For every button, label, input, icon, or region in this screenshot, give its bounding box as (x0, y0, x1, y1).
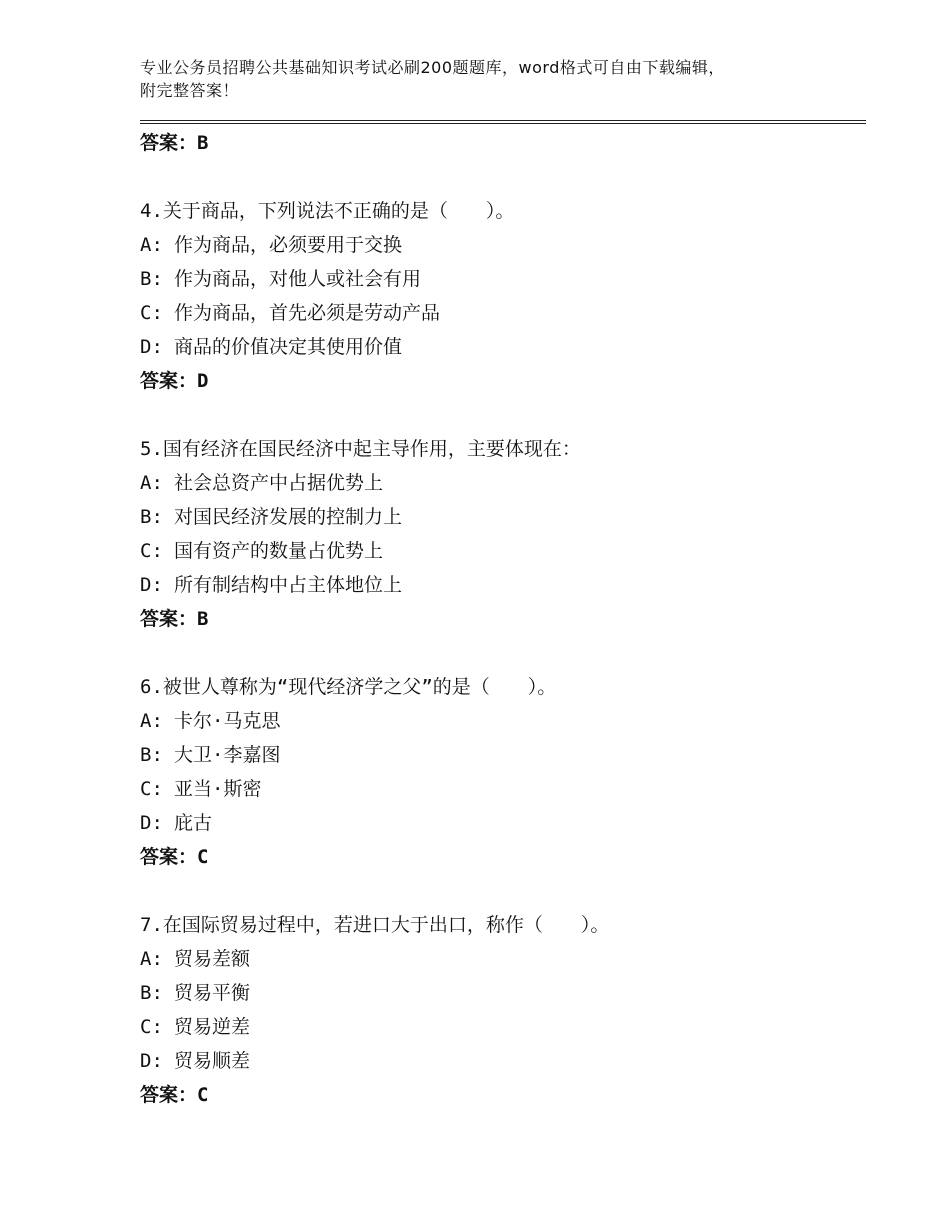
question-list (140, 126, 866, 1112)
option-a (140, 466, 866, 500)
question-stem: 7.在国际贸易过程中，若进口大于出口，称作（ ）。 (140, 914, 610, 936)
option-d (140, 330, 866, 364)
option-letter: B: (140, 982, 163, 1004)
option-letter: C: (140, 302, 163, 324)
question-5 (140, 432, 866, 636)
question-4 (140, 194, 866, 398)
page-header (140, 56, 840, 102)
option-c (140, 1010, 866, 1044)
option-text: 作为商品，对他人或社会有用 (174, 268, 422, 290)
option-c (140, 296, 866, 330)
question-stem: 4.关于商品，下列说法不正确的是（ ）。 (140, 200, 515, 222)
option-text: 贸易逆差 (174, 1016, 251, 1038)
option-letter: C: (140, 540, 163, 562)
option-letter: B: (140, 744, 163, 766)
option-text: 卡尔·马克思 (174, 710, 281, 732)
option-text: 作为商品，必须要用于交换 (174, 234, 403, 256)
option-text: 大卫·李嘉图 (174, 744, 281, 766)
option-letter: B: (140, 506, 163, 528)
option-letter: C: (140, 1016, 163, 1038)
question-7 (140, 908, 866, 1112)
option-text: 所有制结构中占主体地位上 (174, 574, 403, 596)
option-c (140, 772, 866, 806)
option-text: 贸易差额 (174, 948, 251, 970)
option-letter: A: (140, 234, 163, 256)
option-letter: B: (140, 268, 163, 290)
question-stem: 5.国有经济在国民经济中起主导作用，主要体现在： (140, 438, 581, 460)
previous-answer: 答案：B (140, 132, 209, 154)
option-text: 贸易顺差 (174, 1050, 251, 1072)
option-b (140, 262, 866, 296)
option-letter: D: (140, 812, 163, 834)
option-letter: D: (140, 336, 163, 358)
answer-line: 答案：C (140, 1084, 209, 1106)
answer-line: 答案：D (140, 370, 209, 392)
option-letter: A: (140, 472, 163, 494)
header-divider (140, 120, 866, 124)
option-text: 国有资产的数量占优势上 (174, 540, 384, 562)
option-text: 社会总资产中占据优势上 (174, 472, 384, 494)
option-a (140, 704, 866, 738)
option-text: 对国民经济发展的控制力上 (174, 506, 403, 528)
option-a (140, 942, 866, 976)
option-letter: D: (140, 1050, 163, 1072)
question-stem: 6.被世人尊称为“现代经济学之父”的是（ ）。 (140, 676, 557, 698)
option-d (140, 568, 866, 602)
option-b (140, 738, 866, 772)
option-d (140, 806, 866, 840)
question-6 (140, 670, 866, 874)
header-line-2: 附完整答案！ (140, 81, 240, 100)
option-b (140, 976, 866, 1010)
header-line-1: 专业公务员招聘公共基础知识考试必刷200题题库，word格式可自由下载编辑， (140, 58, 725, 77)
answer-line: 答案：C (140, 846, 209, 868)
option-text: 作为商品，首先必须是劳动产品 (174, 302, 441, 324)
option-text: 贸易平衡 (174, 982, 251, 1004)
option-c (140, 534, 866, 568)
answer-line: 答案：B (140, 608, 209, 630)
option-b (140, 500, 866, 534)
option-d (140, 1044, 866, 1078)
option-a (140, 228, 866, 262)
option-text: 亚当·斯密 (174, 778, 262, 800)
option-letter: A: (140, 948, 163, 970)
option-text: 庇古 (174, 812, 213, 834)
option-letter: D: (140, 574, 163, 596)
option-letter: C: (140, 778, 163, 800)
option-text: 商品的价值决定其使用价值 (174, 336, 403, 358)
option-letter: A: (140, 710, 163, 732)
